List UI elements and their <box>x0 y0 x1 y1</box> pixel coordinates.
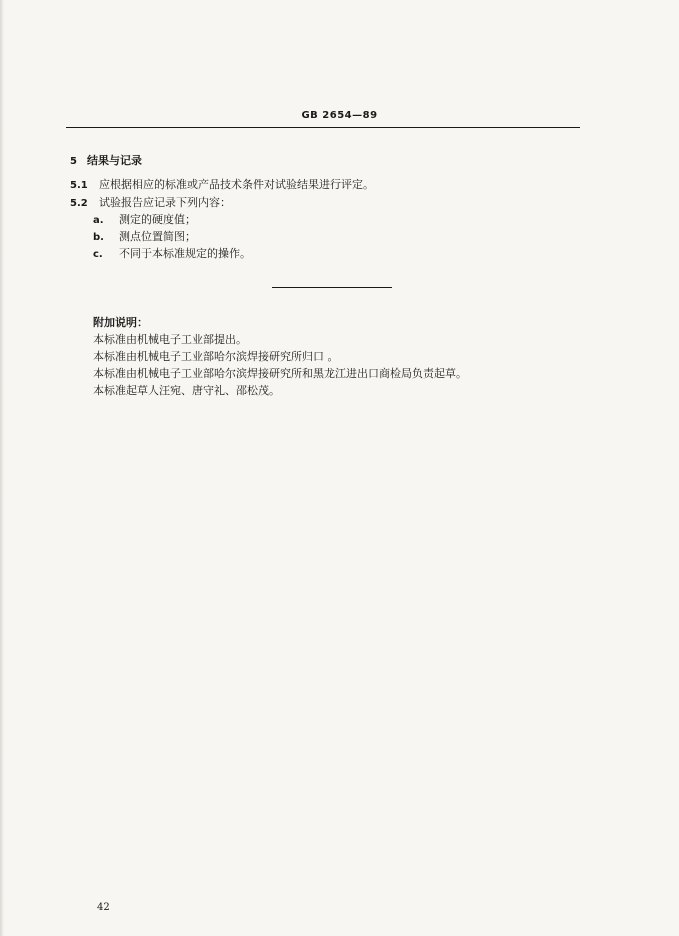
section-heading <box>70 154 142 169</box>
item-letter: c. <box>93 249 103 260</box>
item-letter: a. <box>93 215 104 226</box>
note-line: 本标准起草人汪宛、唐守礼、邵松茂。 <box>93 384 280 397</box>
item-text: 测定的硬度值； <box>119 213 196 226</box>
section-number: 5 <box>70 156 77 167</box>
clause-number: 5.1 <box>70 180 88 191</box>
clause-text: 应根据相应的标准或产品技术条件对试验结果进行评定。 <box>99 178 374 191</box>
note-line: 本标准由机械电子工业部哈尔滨焊接研究所和黑龙江进出口商检局负责起草。 <box>93 367 467 380</box>
item-letter: b. <box>93 232 104 243</box>
item-text: 测点位置简图； <box>119 230 196 243</box>
notes-heading: 附加说明： <box>93 316 148 329</box>
clause-5-2 <box>70 196 231 211</box>
clause-5-1 <box>70 178 374 193</box>
note-line: 本标准由机械电子工业部哈尔滨焊接研究所归口 。 <box>93 350 339 363</box>
scan-edge-shadow <box>0 0 4 936</box>
section-title: 结果与记录 <box>86 154 142 167</box>
list-item-b <box>93 230 196 245</box>
clause-number: 5.2 <box>70 198 88 209</box>
clause-text: 试验报告应记录下列内容： <box>99 196 231 209</box>
end-of-text-rule <box>272 287 392 288</box>
note-line: 本标准由机械电子工业部提出。 <box>93 333 247 346</box>
page-number: 42 <box>97 902 110 913</box>
standard-number: GB 2654—89 <box>301 110 378 121</box>
item-text: 不同于本标准规定的操作。 <box>119 247 251 260</box>
list-item-c <box>93 247 251 262</box>
header-rule <box>66 127 580 128</box>
list-item-a <box>93 213 196 228</box>
